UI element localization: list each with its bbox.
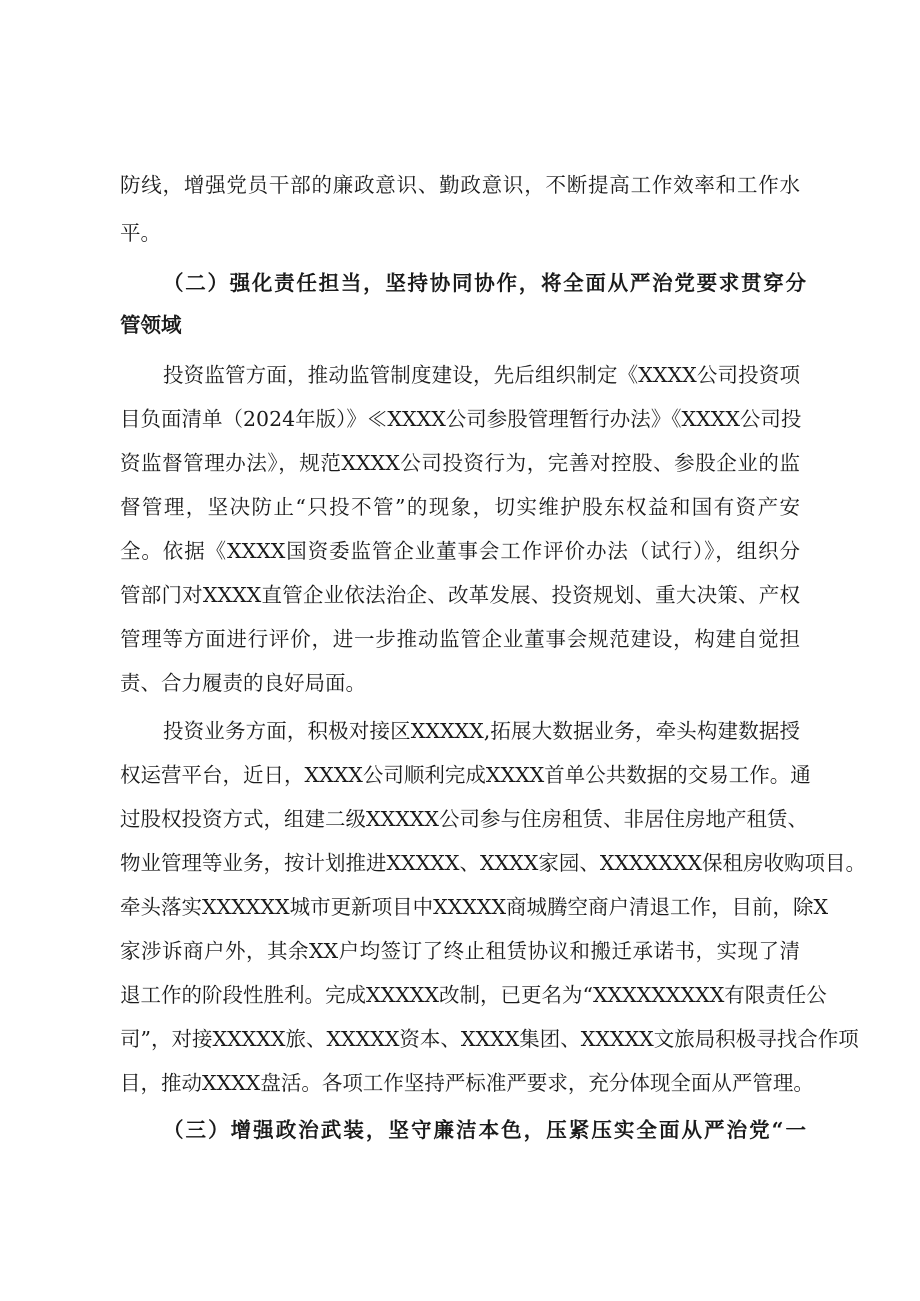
line-text: 家涉诉商户外，其余XX户均签订了终止租赁协议和搬迁承诺书，实现了清 [120, 939, 800, 963]
section-heading-line [0, 263, 920, 303]
body-line [0, 399, 920, 439]
line-text: 责、合力履责的良好局面。 [120, 671, 366, 695]
line-text: 过股权投资方式，组建二级XXXXX公司参与住房租赁、非居住房地产租赁、 [120, 807, 808, 831]
line-text: 平。 [120, 221, 161, 245]
body-line [0, 887, 920, 927]
body-line [0, 843, 920, 883]
body-line [0, 663, 920, 703]
section-heading-line [0, 1110, 920, 1150]
section-heading-text: （三）增强政治武装，坚守廉洁本色，压紧压实全面从严治党“一 [163, 1118, 806, 1142]
line-text: 督管理，坚决防止“只投不管”的现象，切实维护股东权益和国有资产安 [120, 495, 800, 519]
body-line [0, 213, 920, 253]
line-text: 目负面清单（2024年版）》≪XXXX公司参股管理暂行办法》《XXXX公司投 [120, 407, 802, 431]
line-text: 目，推动XXXX盘活。各项工作坚持严标准严要求，充分体现全面从严管理。 [120, 1071, 814, 1095]
line-text: 退工作的阶段性胜利。完成XXXXX改制，已更名为“XXXXXXXXX有限责任公 [120, 983, 827, 1007]
body-line [0, 531, 920, 571]
line-text: 管理等方面进行评价，进一步推动监管企业董事会规范建设，构建自觉担 [120, 627, 800, 651]
body-line [0, 931, 920, 971]
body-line [0, 755, 920, 795]
paragraph-first-line [0, 355, 920, 395]
section-heading-line [0, 305, 920, 345]
body-line [0, 487, 920, 527]
line-text: 资监督管理办法》，规范XXXX公司投资行为，完善对控股、参股企业的监 [120, 451, 800, 475]
line-text: 投资监管方面，推动监管制度建设，先后组织制定《XXXX公司投资项 [163, 363, 800, 387]
line-text: 物业管理等业务，按计划推进XXXXX、XXXX家园、XXXXXXX保租房收购项目。 [120, 851, 867, 875]
line-text: 全。依据《XXXX国资委监管企业董事会工作评价办法（试行）》，组织分 [120, 539, 800, 563]
body-line [0, 1019, 920, 1059]
line-text: 牵头落实XXXXXX城市更新项目中XXXXX商城腾空商户清退工作，目前，除X [120, 895, 829, 919]
line-text: 司”，对接XXXXX旅、XXXXX资本、XXXX集团、XXXXX文旅局积极寻找合作项 [120, 1027, 859, 1051]
paragraph-first-line [0, 711, 920, 751]
section-heading-text: （二）强化责任担当，坚持协同协作，将全面从严治党要求贯穿分 [163, 271, 806, 295]
body-line [0, 165, 920, 205]
body-line [0, 575, 920, 615]
line-text: 防线，增强党员干部的廉政意识、勤政意识，不断提高工作效率和工作水 [120, 173, 800, 197]
body-line [0, 1063, 920, 1103]
body-line [0, 799, 920, 839]
line-text: 投资业务方面，积极对接区XXXXX,拓展大数据业务，牵头构建数据授 [163, 719, 800, 743]
body-line [0, 975, 920, 1015]
line-text: 管部门对XXXX直管企业依法治企、改革发展、投资规划、重大决策、产权 [120, 583, 800, 607]
body-line [0, 619, 920, 659]
section-heading-text: 管领域 [120, 313, 182, 337]
body-line [0, 443, 920, 483]
line-text: 权运营平台，近日，XXXX公司顺利完成XXXX首单公共数据的交易工作。通 [120, 763, 811, 787]
